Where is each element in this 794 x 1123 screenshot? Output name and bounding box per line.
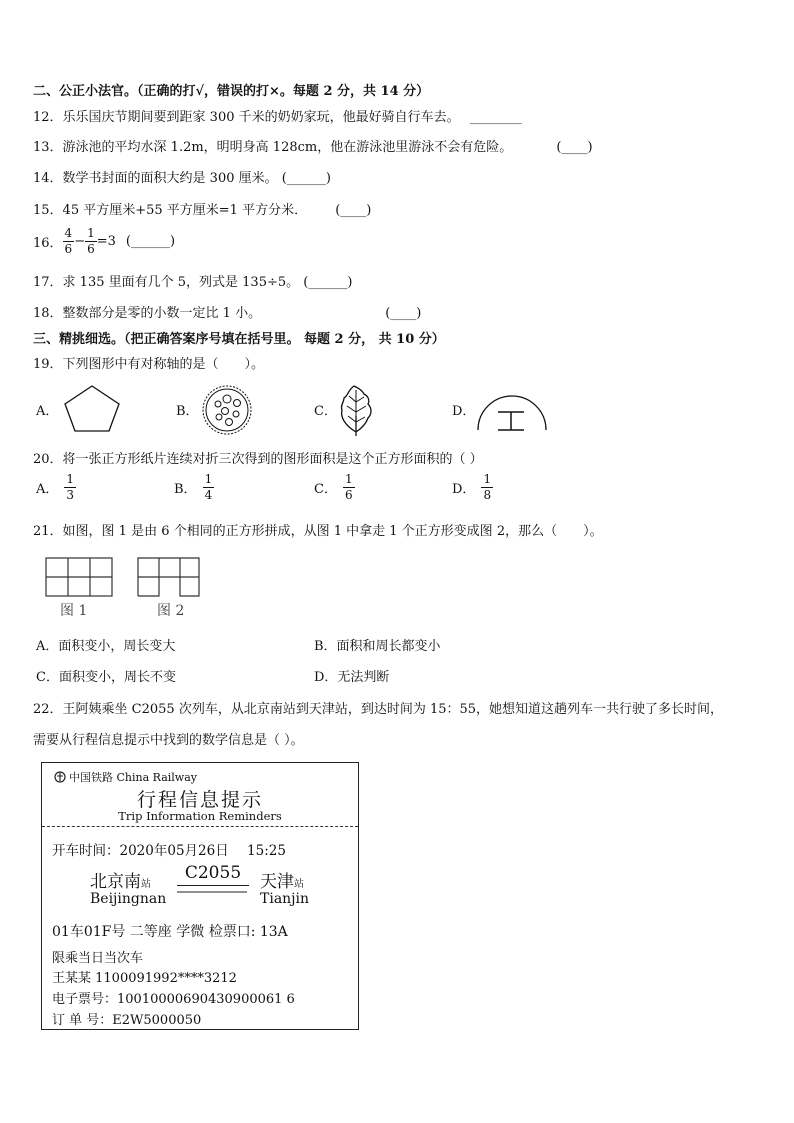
section3-heading: 三、精挑细选。（把正确答案序号填在括号里。 每题 2 分， 共 10 分） (33, 332, 445, 347)
leaf-icon (336, 382, 376, 438)
question-20: 20．将一张正方形纸片连续对折三次得到的图形面积是这个正方形面积的（ ） (33, 452, 483, 467)
ticket-limit-note: 限乘当日当次车 (52, 951, 144, 966)
answer-blank[interactable]: (______) (125, 234, 176, 249)
question-22-line2: 需要从行程信息提示中找到的数学信息是（ ）。 (33, 733, 304, 748)
q21-option-c[interactable]: C．面积变小，周长不变 (36, 670, 176, 685)
figure-1-grid (45, 557, 113, 597)
question-text: 13．游泳池的平均水深 1.2m，明明身高 128cm，他在游泳池里游泳不会有危险。 (33, 140, 513, 155)
ticket-train-number: C2055 (177, 863, 249, 886)
ticket-passenger: 王某某 1100091992****3212 (52, 971, 237, 986)
fraction: $\frac{1}{3}$ (66, 472, 75, 502)
q21-option-a[interactable]: A．面积变小，周长变大 (36, 639, 176, 654)
question-14 (33, 167, 331, 186)
answer-blank[interactable]: (______) (303, 275, 353, 290)
question-22-line1: 22．王阿姨乘坐 C2055 次列车，从北京南站到天津站，到达时间为 15：55，她想知道这趟列车一共行驶了多长时间， (33, 702, 724, 717)
ticket-subtitle: Trip Information Reminders (118, 809, 282, 823)
answer-blank[interactable]: (____) (556, 140, 593, 155)
option-label: A． (36, 482, 59, 497)
figure-2-caption: 图 2 (157, 603, 185, 619)
q21-option-d[interactable]: D．无法判断 (314, 670, 390, 685)
q20-option-a[interactable] (36, 472, 76, 503)
fraction-4-6: $\frac{4}{6}$ (64, 226, 73, 256)
question-text: 12．乐乐国庆节期间要到距家 300 千米的奶奶家玩，他最好骑自行车去。 (33, 110, 460, 125)
option-label: D． (452, 482, 476, 497)
cookie-circle-icon (200, 384, 254, 436)
question-13 (33, 136, 593, 155)
question-text: 14．数学书封面的面积大约是 300 厘米。 (33, 171, 278, 186)
option-label: B． (174, 482, 197, 497)
fraction: $\frac{1}{4}$ (204, 472, 213, 502)
trip-info-ticket (41, 762, 359, 1030)
ticket-seat-info: 01车01F号 二等座 学微 检票口: 13A (52, 924, 288, 940)
figure-2-grid (137, 557, 201, 597)
fraction-1-6: $\frac{1}{6}$ (87, 226, 95, 256)
ticket-departure: 开车时间：2020年05月26日 15:25 (52, 843, 286, 859)
q19-option-d-label: D． (452, 404, 476, 419)
q20-option-d[interactable] (452, 472, 493, 503)
q19-option-c-label: C． (314, 404, 337, 419)
answer-blank[interactable]: (____) (335, 203, 372, 218)
question-17 (33, 271, 352, 290)
option-label: C． (314, 482, 337, 497)
ticket-title: 行程信息提示 (136, 789, 263, 811)
q19-option-b-label: B． (176, 404, 199, 419)
answer-blank[interactable]: (______) (281, 171, 331, 186)
ticket-to-pinyin: Tianjin (260, 891, 310, 907)
question-16 (33, 226, 175, 257)
question-12 (33, 106, 522, 125)
ticket-divider (42, 826, 358, 827)
question-19: 19．下列图形中有对称轴的是（ ）。 (33, 357, 265, 372)
arrow-icon (177, 889, 249, 895)
q19-option-a-label: A． (36, 404, 59, 419)
ticket-from-station: 北京南站 (90, 872, 151, 892)
answer-blank[interactable]: ________ (469, 110, 522, 125)
semicircle-with-t-icon (474, 380, 550, 438)
question-text: 18．整数部分是零的小数一定比 1 小。 (33, 306, 262, 321)
pentagon-icon (62, 384, 122, 434)
question-18 (33, 302, 421, 321)
ticket-to-station: 天津站 (260, 872, 304, 892)
section2-heading: 二、公正小法官。（正确的打√，错误的打×。每题 2 分，共 14 分） (33, 84, 430, 99)
equals-three: =3 (96, 234, 116, 249)
q20-option-c[interactable] (314, 472, 355, 503)
fraction: $\frac{1}{6}$ (344, 472, 353, 502)
ticket-eticket-number: 电子票号：10010000690430900061 6 (52, 992, 295, 1007)
answer-blank[interactable]: (____) (385, 306, 422, 321)
figure-1-caption: 图 1 (60, 603, 88, 619)
question-number: 16． (33, 236, 63, 251)
china-railway-logo-icon (54, 771, 66, 783)
question-text: 15．45 平方厘米+55 平方厘米=1 平方分米． (33, 203, 308, 218)
q21-option-b[interactable]: B．面积和周长都变小 (314, 639, 441, 654)
question-text: 17．求 135 里面有几个 5，列式是 135÷5。 (33, 275, 300, 290)
ticket-order-number: 订 单 号：E2W5000050 (52, 1013, 202, 1028)
question-21: 21．如图，图 1 是由 6 个相同的正方形拼成，从图 1 中拿走 1 个正方形变成图 2，那么（ ）。 (33, 524, 603, 539)
ticket-from-pinyin: Beijingnan (90, 891, 167, 907)
minus-sign: − (74, 234, 86, 249)
fraction: $\frac{1}{8}$ (483, 472, 492, 502)
q20-option-b[interactable] (174, 472, 214, 503)
ticket-brand: 中国铁路 China Railway (54, 769, 197, 785)
question-15 (33, 199, 371, 218)
